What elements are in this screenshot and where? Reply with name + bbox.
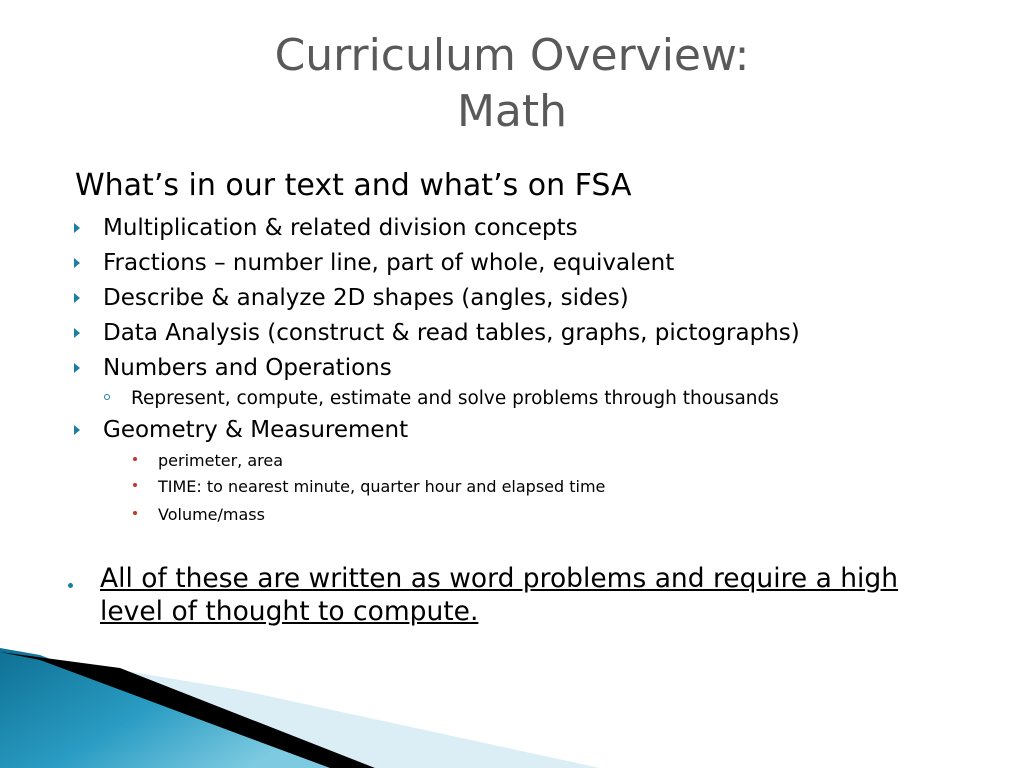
sub-sub-list-item-text: perimeter, area: [158, 451, 283, 470]
sub-list-item-text: Represent, compute, estimate and solve problems through thousands: [131, 388, 779, 409]
sub-sub-list-item-text: Volume/mass: [158, 505, 265, 524]
slide-subheading: What’s in our text and what’s on FSA: [75, 168, 632, 203]
list-item-text: Numbers and Operations: [103, 355, 392, 381]
list-item-text: Geometry & Measurement: [103, 417, 409, 443]
list-item-text: Describe & analyze 2D shapes (angles, sides): [103, 285, 629, 311]
sub-sub-list-item-text: TIME: to nearest minute, quarter hour and elapsed time: [158, 477, 606, 496]
slide-title-line-2: Math: [456, 86, 568, 137]
list-item-text: Multiplication & related division concepts: [103, 215, 578, 241]
list-item-text: Fractions – number line, part of whole, equivalent: [103, 250, 675, 276]
emphasis-note: All of these are written as word problems and require a high level of thought to compute.: [100, 563, 899, 627]
list-item-text: Data Analysis (construct & read tables, graphs, pictographs): [103, 320, 800, 346]
slide-title-line-1: Curriculum Overview:: [274, 30, 750, 81]
